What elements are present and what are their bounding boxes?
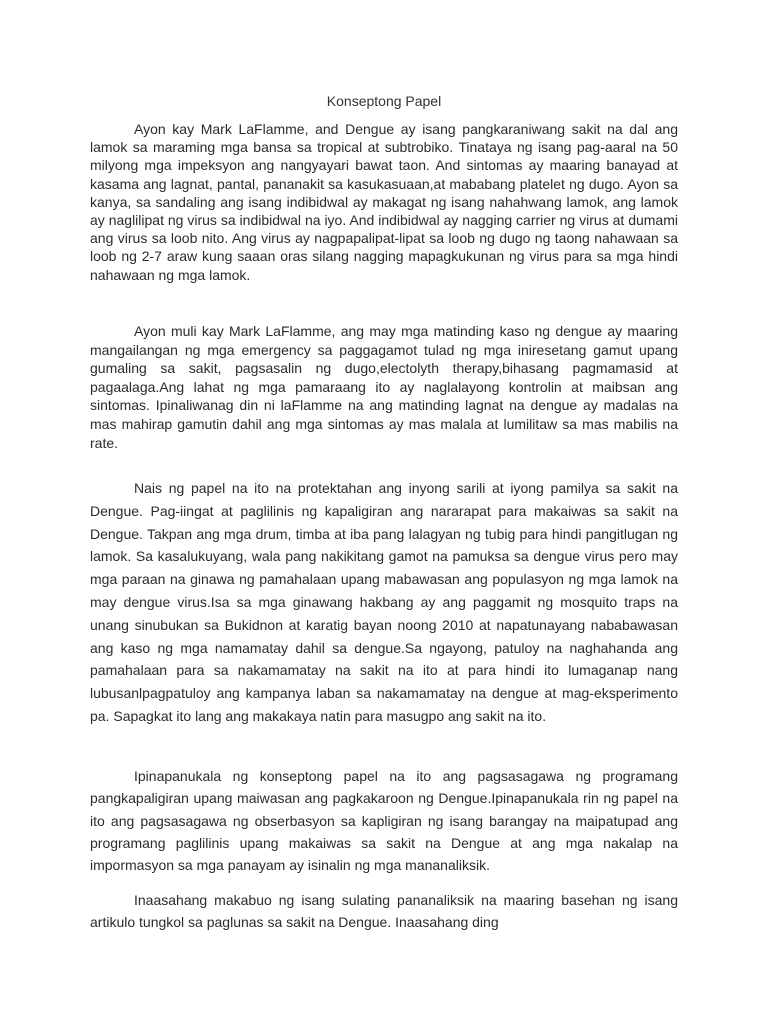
paragraph-2: Ayon muli kay Mark LaFlamme, ang may mga matinding kaso ng dengue ay maaring mangailangan ng mga emergency sa paggagamot tulad ng mga iniresetang gamut upang gumaling sa sakit, pagsasalin ng dugo,electolyth therapy,bihasang pagmamasid at pagaalaga.Ang lahat ng mga pamaraang ito ay naglalayong kontrolin at maibsan ang sintomas. Ipinaliwanag din ni laFlamme na ang matinding lagnat na dengue ay madalas na mas mahirap gamutin dahil ang mga sintomas ay mas malala at lumilitaw sa mas mabilis na rate. [90,323,678,451]
paragraph-1: Ayon kay Mark LaFlamme, and Dengue ay isang pangkaraniwang sakit na dal ang lamok sa maraming mga bansa sa tropical at subtrobiko. Tinataya ng isang pag-aaral na 50 milyong mga impeksyon ang nangyayari bawat taon. And sintomas ay maaring banayad at kasama ang lagnat, pantal, pananakit sa kasukasuaan,at mababang platelet ng dugo. Ayon sa kanya, sa sandaling ang isang indibidwal ay makagat ng isang nahahwang lamok, ang lamok ay naglilipat ng virus sa indibidwal na iyo. And indibidwal ay nagging carrier ng virus at dumami ang virus sa loob nito. Ang virus ay nagpapalipat-lipat sa loob ng dugo ng taong nahawaan sa loob ng 2-7 araw kung saaan oras silang nagging mapagkukunan ng virus para sa mga hindi nahawaan ng mga lamok. [90,121,678,283]
document-title: Konseptong Papel [326,93,442,109]
paragraph-3: Nais ng papel na ito na protektahan ang inyong sarili at iyong pamilya sa sakit na Dengue. Pag-iingat at paglilinis ng kapaligiran ang nararapat para makaiwas sa sakit na Dengue. Takpan ang mga drum, timba at iba pang lalagyan ng tubig para hindi pangitlugan ng lamok. Sa kasalukuyang, wala pang nakikitang gamot na pamuksa sa dengue virus pero may mga paraan na ginawa ng pamahalaan upang mabawasan ang populasyon ng mga lamok na may dengue virus.Isa sa mga ginawang hakbang ay ang paggamit ng mosquito traps na unang sinubukan sa Bukidnon at karatig bayan noong 2010 at napatunayang nababawasan ang kaso ng mga namamatay dahil sa dengue.Sa ngayong, patuloy na naghahanda ang pamahalaan para sa nakamamatay na sakit na ito at para hindi ito lumaganap nang lubusanlpagpatuloy ang kampanya laban sa nakamamatay na dengue at mag-eksperimento pa. Sapagkat ito lang ang makakaya natin para masugpo ang sakit na ito. [90,480,678,724]
paragraph-4: Ipinapanukala ng konseptong papel na ito ang pagsasagawa ng programang pangkapaligiran upang maiwasan ang pagkakaroon ng Dengue.Ipinapanukala rin ng papel na ito ang pagsasagawa ng obserbasyon sa kapligiran ng isang barangay na maipatupad ang programang paglilinis upang makaiwas sa sakit na Dengue at ang mga nakalap na impormasyon sa mga panayam ay isinalin ng mga mananaliksik. [90,768,678,874]
paragraph-5: Inaasahang makabuo ng isang sulating pananaliksik na maaring basehan ng isang artikulo tungkol sa paglunas sa sakit na Dengue. Inaasahang ding [90,892,678,930]
